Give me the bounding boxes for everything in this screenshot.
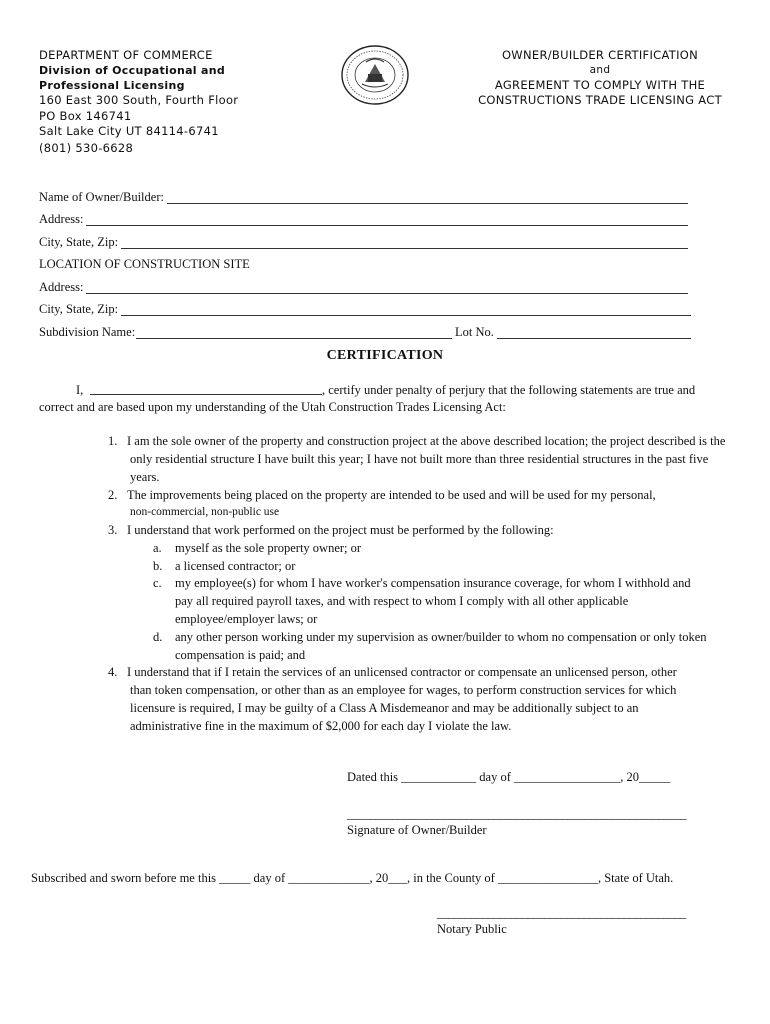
- city-state-zip-header: Salt Lake City UT 84114-6741: [39, 124, 219, 138]
- subitem-c-line-1: my employee(s) for whom I have worker's compensation insurance coverage, for whom I withhold and: [175, 576, 691, 590]
- address-label: Address:: [39, 212, 84, 226]
- address-field[interactable]: [86, 225, 688, 226]
- subitem-b-text: a licensed contractor; or: [175, 559, 296, 573]
- item-1-number: 1.: [108, 434, 118, 448]
- item-1-line-3: years.: [130, 470, 160, 484]
- subitem-b-letter: b.: [153, 559, 163, 573]
- subitem-a-letter: a.: [153, 541, 162, 555]
- po-box: PO Box 146741: [39, 109, 132, 123]
- street-address: 160 East 300 South, Fourth Floor: [39, 93, 239, 107]
- lot-no-label: Lot No.: [455, 325, 494, 339]
- form-title-line-3: AGREEMENT TO COMPLY WITH THE: [494, 78, 706, 92]
- notary-signature-line[interactable]: ____________________________________________: [437, 906, 686, 920]
- subitem-c-letter: c.: [153, 576, 162, 590]
- item-4-line-3: licensure is required, I may be guilty of a Class A Misdemeanor and may be additionally subject to an: [130, 701, 639, 715]
- item-4-number: 4.: [108, 665, 118, 679]
- certifier-name-field[interactable]: [90, 394, 322, 395]
- dated-line[interactable]: Dated this ____________ day of _________________, 20_____: [347, 770, 671, 784]
- owner-name-label: Name of Owner/Builder:: [39, 190, 164, 204]
- site-city-state-zip-label: City, State, Zip:: [39, 302, 119, 316]
- owner-name-field[interactable]: [167, 203, 688, 204]
- subitem-c-line-2: pay all required payroll taxes, and with respect to whom I comply with all other applicable: [175, 594, 629, 608]
- intro-i: I,: [76, 383, 84, 397]
- subitem-d-line-1: any other person working under my supervision as owner/builder to whom no compensation or only token: [175, 630, 707, 644]
- lot-no-field[interactable]: [497, 338, 691, 339]
- location-heading: LOCATION OF CONSTRUCTION SITE: [39, 257, 250, 271]
- subitem-a-text: myself as the sole property owner; or: [175, 541, 362, 555]
- division-line-2: Professional Licensing: [39, 79, 185, 92]
- item-4-line-1: I understand that if I retain the services of an unlicensed contractor or compensate an unlicensed person, other: [127, 665, 677, 679]
- phone-number: (801) 530-6628: [39, 141, 134, 155]
- certification-title: CERTIFICATION: [326, 348, 444, 363]
- form-title-line-4: CONSTRUCTIONS TRADE LICENSING ACT: [478, 93, 722, 107]
- item-3-line-1: I understand that work performed on the project must be performed by the following:: [127, 523, 554, 537]
- form-title-line-1: OWNER/BUILDER CERTIFICATION: [501, 48, 699, 62]
- item-1-line-1: I am the sole owner of the property and construction project at the above described location; the project described is the: [127, 434, 726, 448]
- site-city-state-zip-field[interactable]: [121, 315, 691, 316]
- city-state-zip-label: City, State, Zip:: [39, 235, 119, 249]
- subitem-d-line-2: compensation is paid; and: [175, 648, 306, 662]
- notary-public-label: Notary Public: [437, 922, 507, 936]
- item-1-line-2: only residential structure I have built this year; I have not built more than three residential structures in the past five: [130, 452, 709, 466]
- signature-line[interactable]: ____________________________________________________________: [347, 807, 687, 821]
- form-title-and: and: [589, 64, 611, 76]
- city-state-zip-field[interactable]: [121, 248, 688, 249]
- item-2-line-2: non-commercial, non-public use: [130, 506, 280, 518]
- subdivision-field[interactable]: [136, 338, 452, 339]
- intro-rest: , certify under penalty of perjury that the following statements are true and: [322, 383, 696, 397]
- subscribed-sworn-line[interactable]: Subscribed and sworn before me this _____ day of _____________, 20___, in the County of ________________, State of Utah.: [31, 871, 674, 885]
- item-2-line-1: The improvements being placed on the property are intended to be used and will be used for my personal,: [127, 488, 656, 502]
- department-name: DEPARTMENT OF COMMERCE: [39, 48, 213, 62]
- signature-label: Signature of Owner/Builder: [347, 823, 487, 837]
- subitem-d-letter: d.: [153, 630, 163, 644]
- item-3-number: 3.: [108, 523, 118, 537]
- item-4-line-4: administrative fine in the maximum of $2,000 for each day I violate the law.: [130, 719, 512, 733]
- site-address-label: Address:: [39, 280, 84, 294]
- division-line-1: Division of Occupational and: [39, 64, 226, 77]
- state-seal-icon: [340, 44, 410, 106]
- intro-line-2: correct and are based upon my understanding of the Utah Construction Trades Licensing Act:: [39, 400, 506, 414]
- site-address-field[interactable]: [86, 293, 688, 294]
- subitem-c-line-3: employee/employer laws; or: [175, 612, 318, 626]
- subdivision-label: Subdivision Name:: [39, 325, 136, 339]
- item-2-number: 2.: [108, 488, 118, 502]
- item-4-line-2: than token compensation, or other than as an employee for wages, to perform construction services for which: [130, 683, 677, 697]
